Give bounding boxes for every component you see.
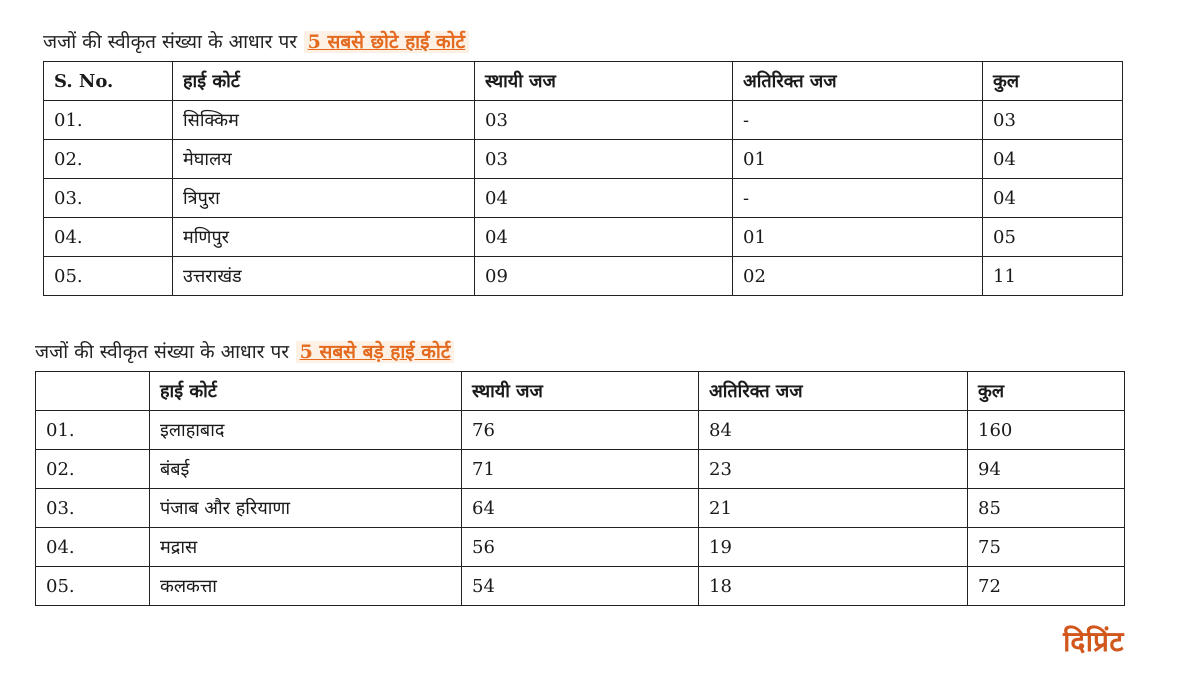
header-cell [36,372,150,411]
theprint-logo: दिप्रिंट [1063,625,1124,658]
table-cell: 72 [968,567,1125,606]
table-cell: 04. [36,528,150,567]
table-cell: 160 [968,411,1125,450]
header-cell: अतिरिक्त जज [699,372,968,411]
table-cell: 03 [475,140,733,179]
table-row [36,450,1125,489]
small-courts-table [43,61,1123,296]
header-cell: स्थायी जज [462,372,699,411]
small-courts-caption [43,27,1123,57]
table-cell: 11 [983,257,1123,296]
table-cell: 01. [44,101,173,140]
table-cell: 85 [968,489,1125,528]
header-cell: S. No. [44,62,173,101]
table-cell: उत्तराखंड [173,257,475,296]
table-cell: 71 [462,450,699,489]
table-header-row [36,372,1125,411]
caption-highlight: 5 सबसे छोटे हाई कोर्ट [304,31,469,53]
table-cell: 02. [36,450,150,489]
table-cell: मणिपुर [173,218,475,257]
table-cell: 03. [36,489,150,528]
table-cell: 56 [462,528,699,567]
caption-prefix: जजों की स्वीकृत संख्या के आधार पर [43,31,298,53]
table-cell: - [733,101,983,140]
table-row [36,411,1125,450]
table-cell: 04 [475,218,733,257]
table-header-row [44,62,1123,101]
caption-prefix: जजों की स्वीकृत संख्या के आधार पर [35,341,290,363]
header-cell: स्थायी जज [475,62,733,101]
table-cell: - [733,179,983,218]
table-cell: 04 [983,179,1123,218]
table-cell: 23 [699,450,968,489]
table-cell: 01. [36,411,150,450]
table-row [36,567,1125,606]
table-cell: 01 [733,140,983,179]
small-courts-section [43,27,1123,296]
table-cell: 64 [462,489,699,528]
table-cell: 03. [44,179,173,218]
table-cell: 09 [475,257,733,296]
table-row [36,489,1125,528]
header-cell: कुल [983,62,1123,101]
table-row [44,101,1123,140]
header-cell: हाई कोर्ट [173,62,475,101]
table-row [36,528,1125,567]
table-cell: कलकत्ता [150,567,462,606]
table-cell: 03 [983,101,1123,140]
table-cell: 54 [462,567,699,606]
table-cell: सिक्किम [173,101,475,140]
header-cell: कुल [968,372,1125,411]
large-courts-section [35,337,1125,606]
table-cell: मेघालय [173,140,475,179]
table-cell: त्रिपुरा [173,179,475,218]
table-row [44,179,1123,218]
table-cell: 03 [475,101,733,140]
header-cell: हाई कोर्ट [150,372,462,411]
table-cell: मद्रास [150,528,462,567]
table-row [44,218,1123,257]
table-cell: पंजाब और हरियाणा [150,489,462,528]
table-cell: 04. [44,218,173,257]
table-cell: 19 [699,528,968,567]
table-cell: 76 [462,411,699,450]
table-cell: 21 [699,489,968,528]
caption-highlight: 5 सबसे बड़े हाई कोर्ट [296,341,455,363]
table-row [44,140,1123,179]
table-cell: बंबई [150,450,462,489]
table-cell: 04 [983,140,1123,179]
header-cell: अतिरिक्त जज [733,62,983,101]
table-cell: 94 [968,450,1125,489]
table-cell: इलाहाबाद [150,411,462,450]
large-courts-table [35,371,1125,606]
table-cell: 18 [699,567,968,606]
table-cell: 01 [733,218,983,257]
large-courts-caption [35,337,1125,367]
table-cell: 05. [36,567,150,606]
table-cell: 02. [44,140,173,179]
table-cell: 05. [44,257,173,296]
table-row [44,257,1123,296]
table-cell: 04 [475,179,733,218]
table-cell: 02 [733,257,983,296]
table-cell: 05 [983,218,1123,257]
table-cell: 75 [968,528,1125,567]
table-cell: 84 [699,411,968,450]
